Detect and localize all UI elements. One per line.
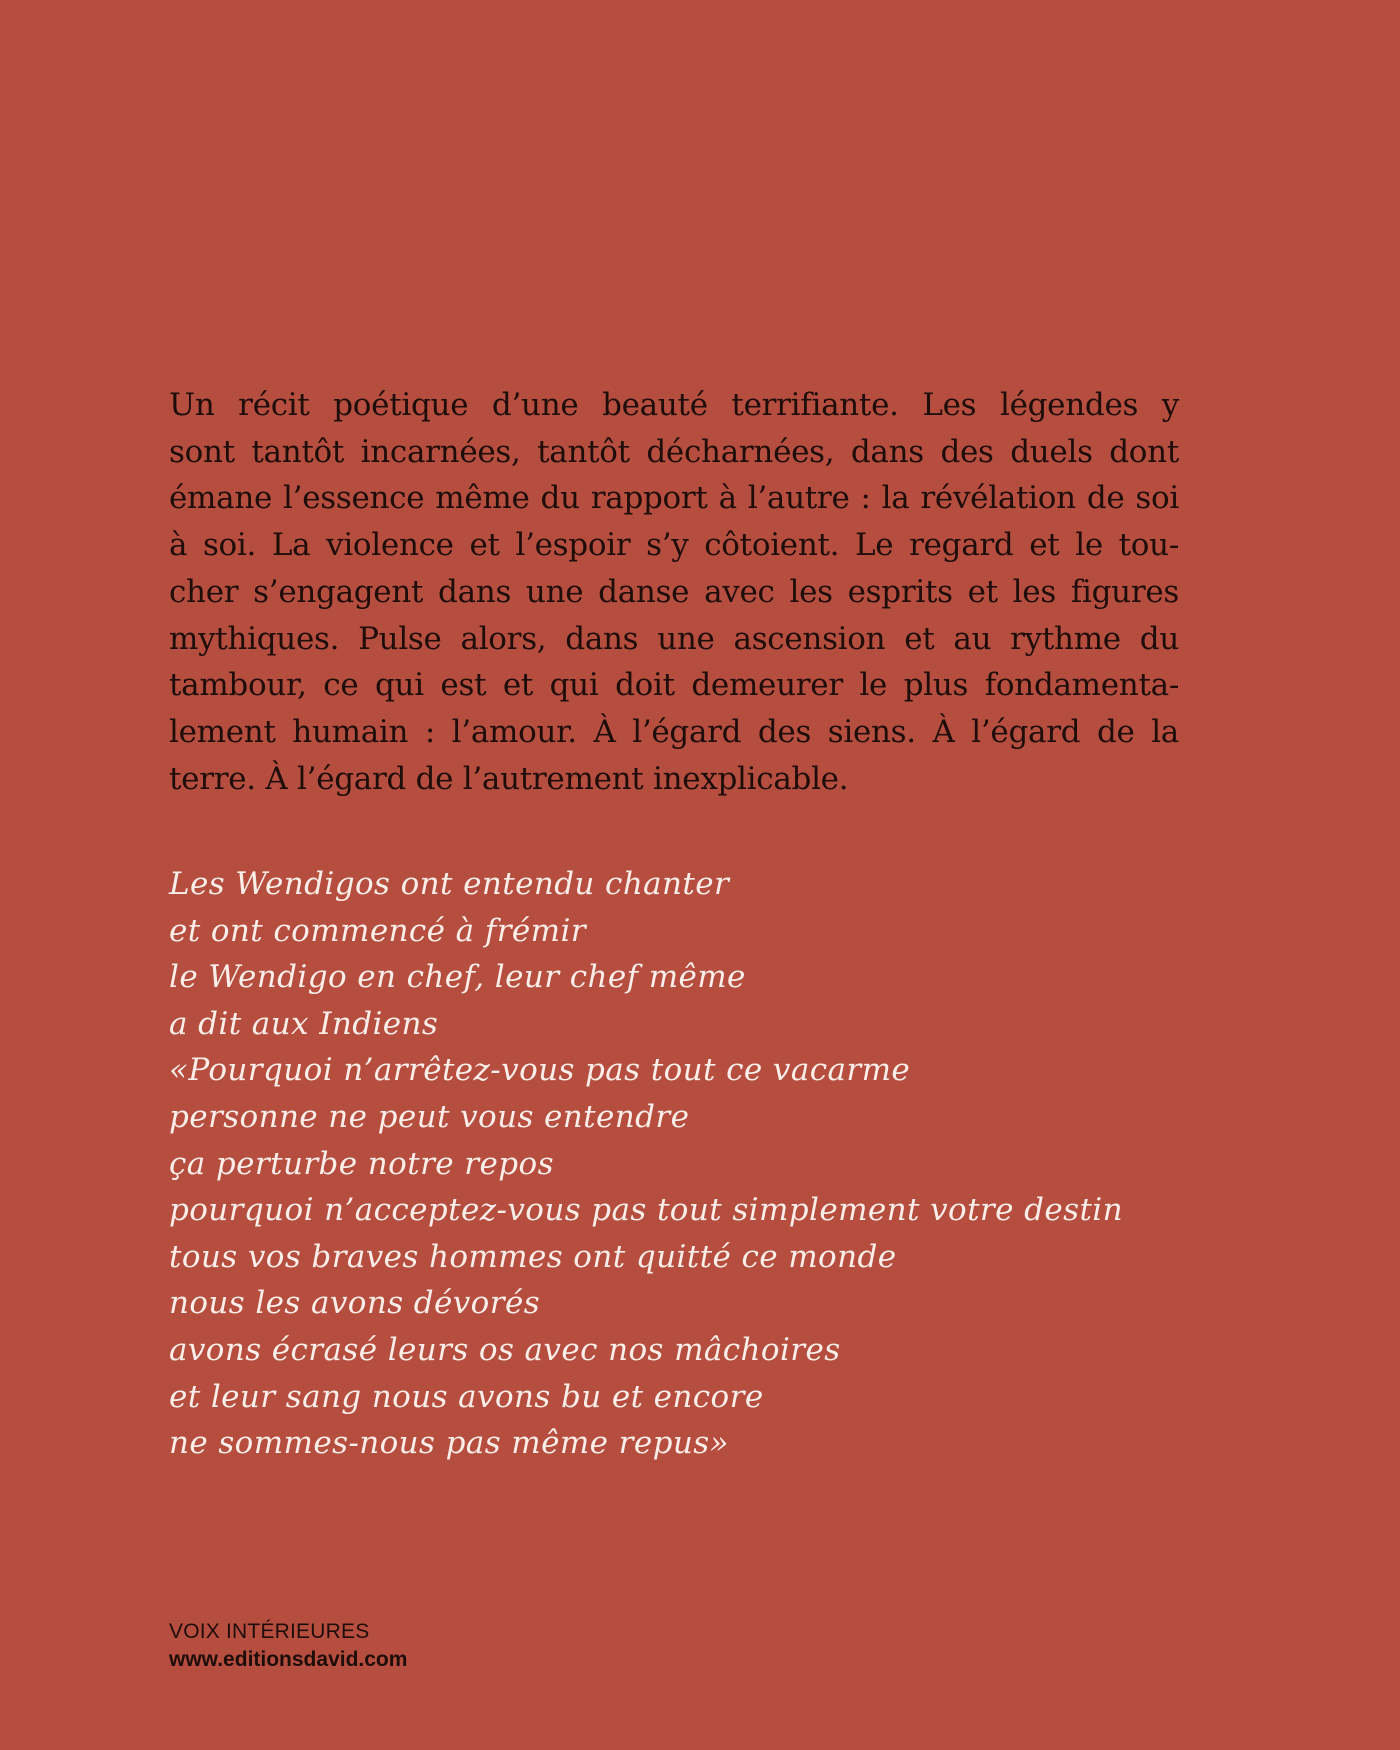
poem-line: a dit aux Indiens [169, 1005, 439, 1042]
poem-line: «Pourquoi n’arrêtez-vous pas tout ce vacarme [169, 1052, 911, 1089]
poem-line: Les Wendigos ont entendu chanter [169, 866, 730, 902]
poem-line: ne sommes-nous pas même repus» [169, 1425, 729, 1462]
poem-line: ça perturbe notre repos [169, 1145, 554, 1182]
poem-line: et ont commencé à frémir [169, 912, 586, 949]
description-line: mythiques. Pulse alors, dans une ascension et au rythme du [169, 620, 1179, 657]
description-line: cher s’engagent dans une danse avec les esprits et les figures [169, 573, 1179, 610]
publisher-website: www.editionsdavid.com [169, 1648, 408, 1671]
poem-line: personne ne peut vous entendre [169, 1098, 690, 1135]
description-line: Un récit poétique d’une beauté terrifiante. Les légendes y [169, 387, 1179, 423]
poem-line: pourquoi n’acceptez-vous pas tout simplement votre destin [169, 1192, 1123, 1229]
description-line: émane l’essence même du rapport à l’autre : la révélation de soi [169, 480, 1179, 517]
poem-line: tous vos braves hommes ont quitté ce monde [169, 1238, 897, 1275]
description-line: terre. À l’égard de l’autrement inexplicable. [169, 760, 849, 797]
description-line: à soi. La violence et l’espoir s’y côtoient. Le regard et le tou- [169, 527, 1179, 564]
description-line: tambour, ce qui est et qui doit demeurer le plus fondamenta- [169, 667, 1179, 704]
poem-excerpt [169, 861, 1123, 1467]
poem-line: et leur sang nous avons bu et encore [169, 1378, 764, 1415]
collection-name: VOIX INTÉRIEURES [169, 1620, 370, 1643]
description-line: sont tantôt incarnées, tantôt décharnées, dans des duels dont [169, 433, 1179, 470]
poem-line: avons écrasé leurs os avec nos mâchoires [169, 1331, 841, 1368]
poem-line: nous les avons dévorés [169, 1285, 541, 1322]
description-line: lement humain : l’amour. À l’égard des siens. À l’égard de la [169, 713, 1179, 750]
book-description [169, 382, 1179, 802]
publisher-footer [169, 1618, 407, 1674]
poem-line: le Wendigo en chef, leur chef même [169, 959, 746, 996]
